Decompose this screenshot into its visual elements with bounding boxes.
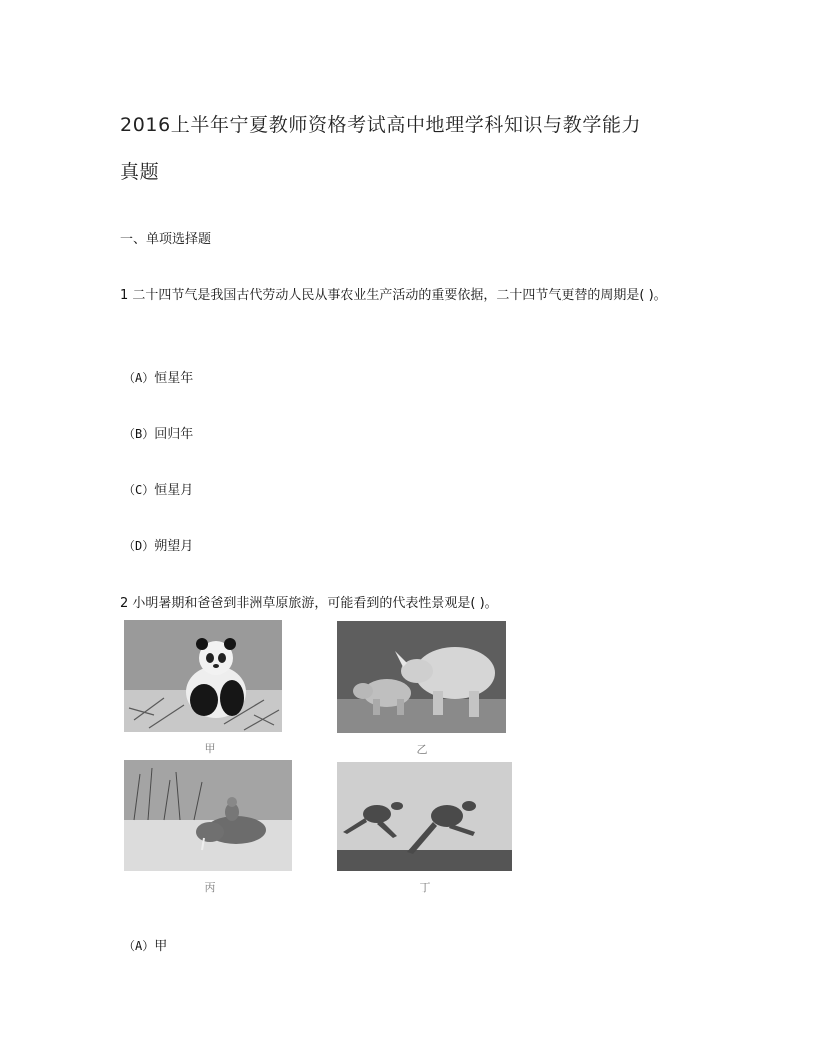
section-heading: 一、单项选择题 bbox=[120, 232, 212, 247]
question-1-option-d: （D）朔望月 bbox=[123, 539, 194, 554]
question-1-text: 1 二十四节气是我国古代劳动人民从事农业生产活动的重要依据，二十四节气更替的周期是( )。 bbox=[120, 288, 667, 303]
kangaroo-photo bbox=[337, 762, 512, 871]
caption-ding: 丁 bbox=[419, 881, 431, 894]
caption-bing: 丙 bbox=[204, 881, 216, 894]
document-title-line1: 2016上半年宁夏教师资格考试高中地理学科知识与教学能力 bbox=[120, 114, 642, 136]
document-title-line2: 真题 bbox=[120, 161, 160, 183]
question-1-option-a: （A）恒星年 bbox=[123, 371, 194, 386]
rhinoceros-photo bbox=[337, 621, 506, 733]
panda-photo bbox=[124, 620, 282, 732]
caption-jia: 甲 bbox=[204, 742, 216, 755]
caption-yi: 乙 bbox=[416, 743, 428, 756]
walrus-photo bbox=[124, 760, 292, 871]
question-2-text: 2 小明暑期和爸爸到非洲草原旅游，可能看到的代表性景观是( )。 bbox=[120, 596, 498, 611]
question-1-option-c: （C）恒星月 bbox=[123, 483, 194, 498]
question-2-option-a: （A）甲 bbox=[123, 939, 168, 954]
question-1-option-b: （B）回归年 bbox=[123, 427, 194, 442]
